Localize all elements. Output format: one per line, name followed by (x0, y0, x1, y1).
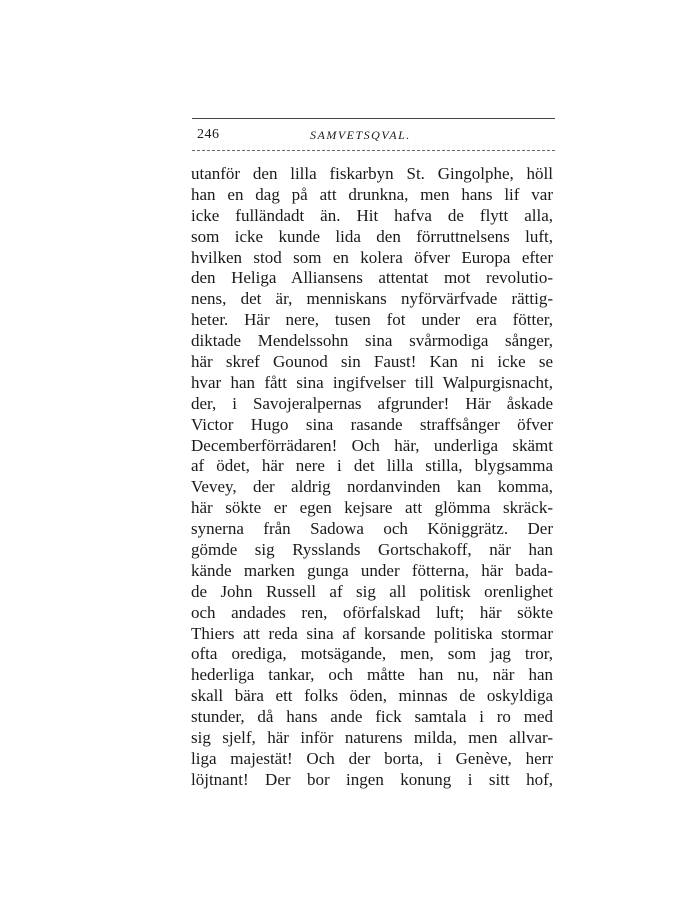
text-line: hederliga tankar, och måtte han nu, när han (191, 665, 553, 685)
text-line: Vevey, der aldrig nordanvinden kan komma, (191, 477, 553, 497)
text-line: sig sjelf, här inför naturens milda, men allvar- (191, 728, 553, 748)
text-line: som icke kunde lida den förruttnelsens luft, (191, 226, 553, 246)
text-line: stunder, då hans ande fick samtala i ro med (191, 707, 553, 727)
running-title: SAMVETSQVAL. (310, 128, 411, 142)
text-line: skall bära ett folks öden, minnas de oskyldiga (191, 686, 553, 706)
text-line: gömde sig Rysslands Gortschakoff, när han (191, 540, 553, 560)
page-number: 246 (197, 127, 220, 142)
text-line: diktade Mendelssohn sina svårmodiga sånger, (191, 331, 553, 351)
text-line: nens, det är, menniskans nyförvärfvade rättig- (191, 289, 553, 309)
body-text (191, 164, 553, 791)
text-line: och andades ren, oförfalskad luft; här sökte (191, 602, 553, 622)
text-line: af ödet, här nere i det lilla stilla, blygsamma (191, 456, 553, 476)
text-line: liga majestät! Och der borta, i Genève, herr (191, 748, 553, 768)
text-line: utanför den lilla fiskarbyn St. Gingolphe, höll (191, 164, 553, 183)
text-line: de John Russell af sig all politisk orenlighet (191, 581, 553, 601)
text-line: den Heliga Alliansens attentat mot revolutio- (191, 268, 553, 288)
text-line: Thiers att reda sina af korsande politiska stormar (191, 623, 553, 643)
text-line: synerna från Sadowa och Königgrätz. Der (191, 519, 553, 539)
text-line: ofta orediga, motsägande, men, som jag tror, (191, 644, 553, 664)
text-line: här sökte er egen kejsare att glömma skräck- (191, 498, 553, 518)
header-rule-top (192, 118, 555, 119)
text-line: Decemberförrädaren! Och här, underliga skämt (191, 435, 553, 455)
text-line: icke fulländadt än. Hit hafva de flytt alla, (191, 205, 553, 225)
text-line: hvar han fått sina ingifvelser till Walpurgisnacht, (191, 372, 553, 392)
text-line: han en dag på att drunkna, men hans lif var (191, 184, 553, 204)
text-line: der, i Savojeralpernas afgrunder! Här åskade (191, 393, 553, 413)
text-line: hvilken stod som en kolera öfver Europa efter (191, 247, 553, 267)
header-rule-bottom (192, 150, 555, 151)
text-line: heter. Här nere, tusen fot under era fötter, (191, 310, 553, 330)
text-line: Victor Hugo sina rasande straffsånger öfver (191, 414, 553, 434)
text-line: kände marken gunga under fötterna, här bada- (191, 560, 553, 580)
text-line: här skref Gounod sin Faust! Kan ni icke se (191, 352, 553, 372)
text-line: löjtnant! Der bor ingen konung i sitt hof, (191, 769, 553, 789)
